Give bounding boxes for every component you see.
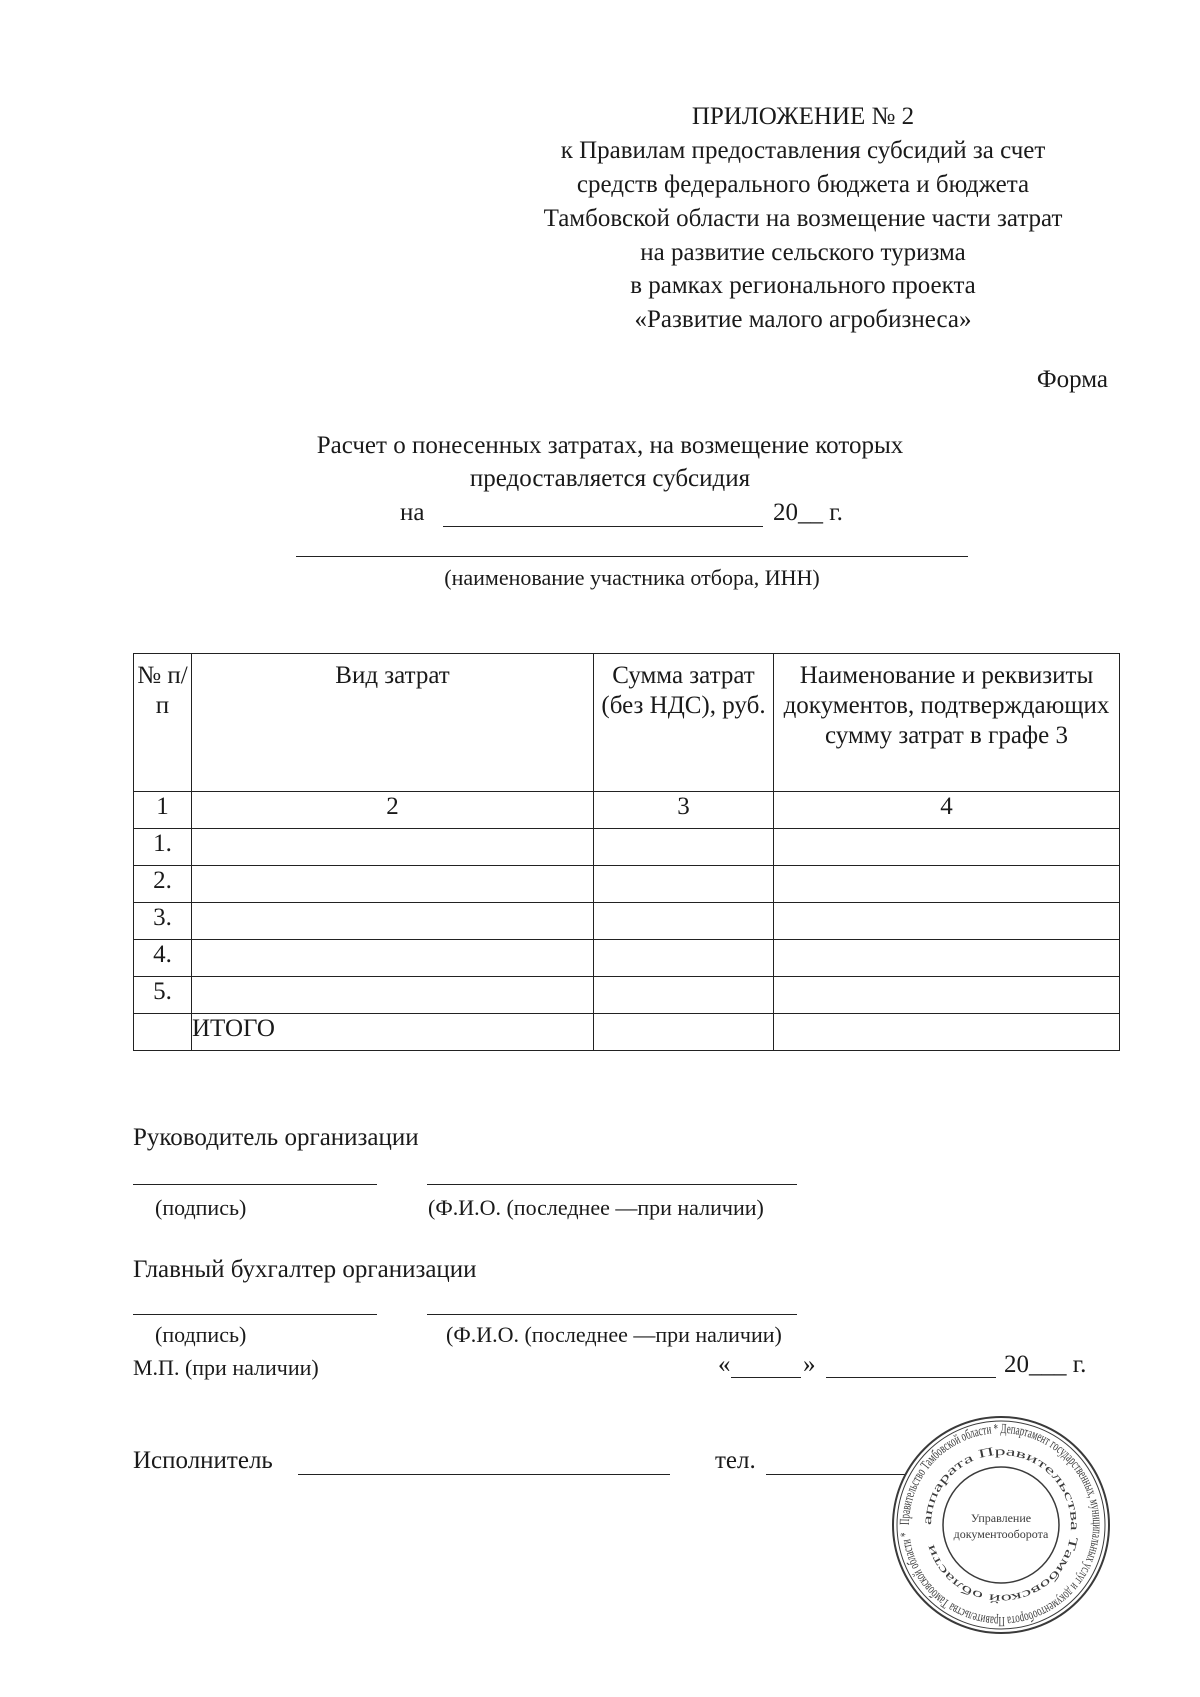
cost-amount-cell[interactable] [594,940,774,977]
header-cost-type: Вид затрат [192,654,594,792]
cost-type-cell[interactable] [192,829,594,866]
participant-caption: (наименование участника отбора, ИНН) [444,565,820,590]
accountant-name-caption: (Ф.И.О. (последнее —при наличии) [446,1322,782,1347]
total-documents-cell[interactable] [774,1014,1120,1051]
appendix-line-4: на развитие сельского туризма [640,239,966,266]
cost-amount-cell[interactable] [594,977,774,1014]
stamp-outer-text: Правительство Тамбовской области * Департамент государственных, муниципальных услуг и документооборота Правительства Тамбовской области * [897,1421,1105,1629]
stamp-inner-text: аппарата Правительства Тамбовской области [919,1443,1083,1607]
header-documents: Наименование и реквизиты документов, подтверждающих сумму затрат в графе 3 [774,654,1120,792]
row-number: 3. [134,903,192,940]
appendix-line-2: средств федерального бюджета и бюджета [576,171,1030,198]
date-open-quote: « [718,1351,731,1378]
header-number: № п/п [134,654,192,792]
appendix-line-3: Тамбовской области на возмещение части затрат [543,205,1063,232]
stamp-center-line-1: Управление [970,1511,1032,1525]
appendix-title: ПРИЛОЖЕНИЕ № 2 [691,103,915,130]
accountant-sign-caption: (подпись) [155,1322,247,1347]
accountant-name-line[interactable] [427,1314,797,1315]
head-title: Руководитель организации [133,1124,419,1151]
date-month-line[interactable] [826,1377,996,1378]
documents-cell[interactable] [774,829,1120,866]
column-number-row [134,792,1120,829]
row-number: 1. [134,829,192,866]
seal-label: М.П. (при наличии) [133,1355,319,1380]
executor-line[interactable] [298,1474,670,1475]
total-label: ИТОГО [192,1014,594,1051]
official-stamp [888,1412,1114,1638]
total-row [134,1014,1120,1051]
stamp-inner-ring [943,1467,1059,1583]
executor-label: Исполнитель [133,1447,273,1474]
phone-line[interactable] [766,1474,906,1475]
total-amount-cell[interactable] [594,1014,774,1051]
column-number: 3 [594,792,774,829]
cost-type-cell[interactable] [192,866,594,903]
date-year: 20___ г. [1004,1351,1087,1378]
documents-cell[interactable] [774,903,1120,940]
heading-line-2: предоставляется субсидия [469,465,751,492]
form-label: Форма [1036,366,1108,393]
date-day-line[interactable] [731,1377,801,1378]
row-number: 4. [134,940,192,977]
head-name-line[interactable] [427,1184,797,1185]
costs-table [133,653,1120,1051]
column-number: 1 [134,792,192,829]
table-row [134,903,1120,940]
row-number: 2. [134,866,192,903]
appendix-line-6: «Развитие малого агробизнеса» [634,306,972,333]
phone-label: тел. [715,1447,756,1474]
cost-amount-cell[interactable] [594,903,774,940]
table-header-row [134,654,1120,792]
heading-line-1: Расчет о понесенных затратах, на возмещение которых [316,432,904,459]
cost-amount-cell[interactable] [594,829,774,866]
head-signature-line[interactable] [133,1184,377,1185]
head-name-caption: (Ф.И.О. (последнее —при наличии) [428,1195,764,1220]
table-row [134,977,1120,1014]
table-row [134,829,1120,866]
column-number: 2 [192,792,594,829]
total-number-cell [134,1014,192,1051]
appendix-line-1: к Правилам предоставления субсидий за счет [560,137,1046,164]
documents-cell[interactable] [774,866,1120,903]
column-number: 4 [774,792,1120,829]
row-number: 5. [134,977,192,1014]
cost-type-cell[interactable] [192,940,594,977]
documents-cell[interactable] [774,977,1120,1014]
date-close-quote: » [803,1351,816,1378]
accountant-title: Главный бухгалтер организации [133,1256,477,1283]
header-cost-amount: Сумма затрат (без НДС), руб. [594,654,774,792]
table-row [134,940,1120,977]
heading-date-suffix: 20__ г. [773,499,843,526]
cost-type-cell[interactable] [192,903,594,940]
heading-date-prefix: на [400,499,425,526]
documents-cell[interactable] [774,940,1120,977]
cost-amount-cell[interactable] [594,866,774,903]
cost-type-cell[interactable] [192,977,594,1014]
accountant-signature-line[interactable] [133,1314,377,1315]
participant-field-line[interactable] [296,556,968,557]
stamp-center-line-2: документооборота [953,1527,1049,1541]
head-sign-caption: (подпись) [155,1195,247,1220]
period-field-line[interactable] [443,526,763,527]
appendix-line-5: в рамках регионального проекта [630,272,976,299]
table-row [134,866,1120,903]
